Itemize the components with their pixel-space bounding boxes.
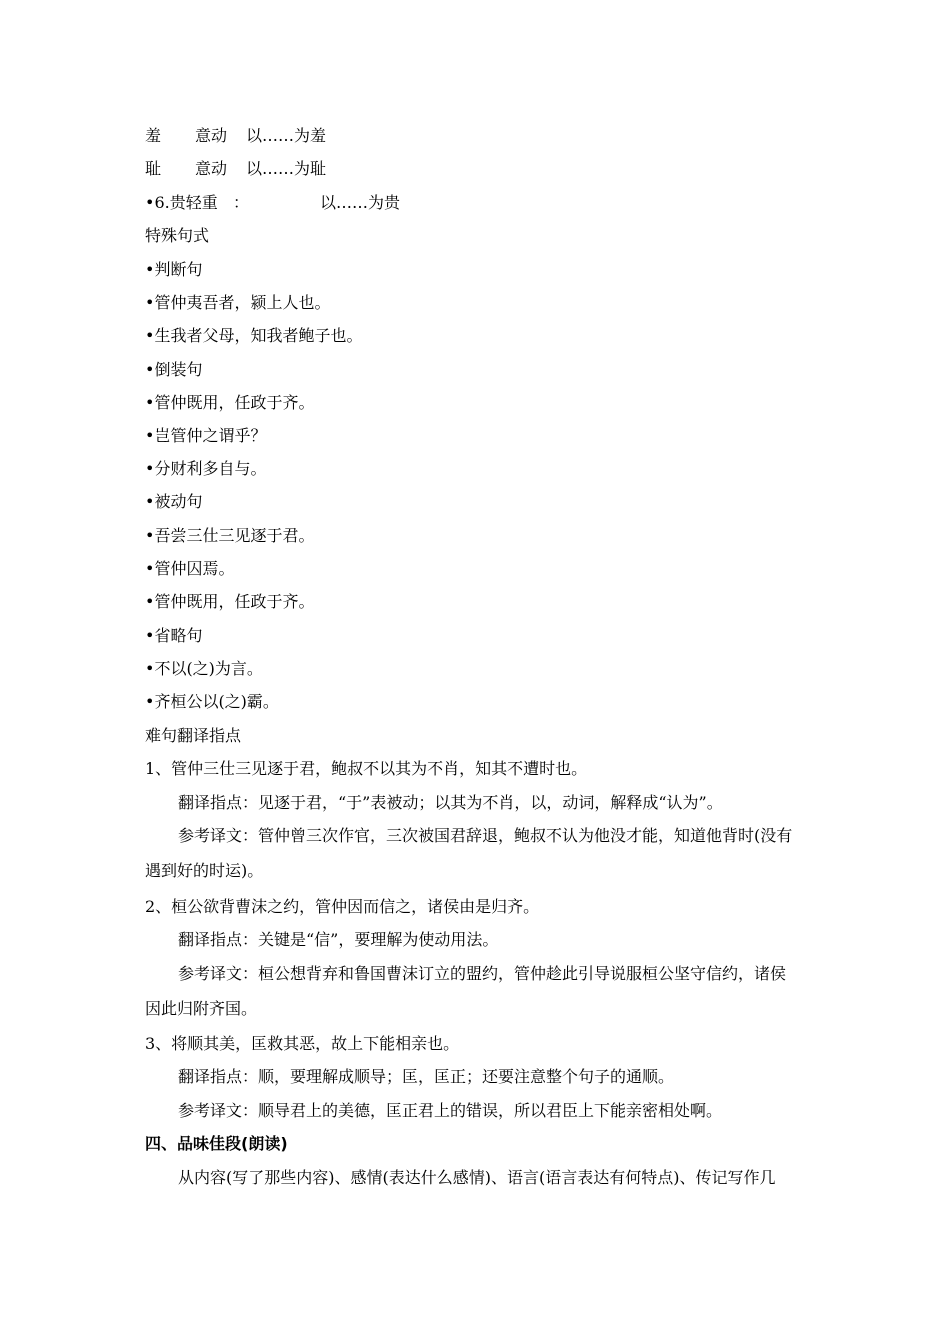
item6-colon: ： bbox=[233, 193, 250, 212]
section-title-hard: 难句翻译指点 bbox=[145, 726, 242, 745]
sentence-3-ref: 参考译文：顺导君上的美德，匡正君上的错误，所以君臣上下能亲密相处啊。 bbox=[178, 1101, 723, 1120]
vocab-line-1 bbox=[145, 126, 327, 146]
section-title-special: 特殊句式 bbox=[145, 226, 210, 245]
sentence-2: 2、桓公欲背曹沫之约，管仲因而信之，诸侯由是归齐。 bbox=[145, 897, 540, 916]
sentence-1-ref-cont: 遇到好的时运)。 bbox=[145, 861, 264, 880]
list-item: •分财利多自与。 bbox=[145, 459, 267, 478]
sentence-2-ref-cont: 因此归附齐国。 bbox=[145, 999, 258, 1018]
list-item: •不以(之)为言。 bbox=[145, 659, 263, 678]
list-item: •吾尝三仕三见逐于君。 bbox=[145, 526, 315, 545]
list-item: •生我者父母，知我者鲍子也。 bbox=[145, 326, 363, 345]
sentence-1: 1、管仲三仕三见逐于君，鲍叔不以其为不肖，知其不遭时也。 bbox=[145, 759, 588, 778]
sentence-3: 3、将顺其美，匡救其恶，故上下能相亲也。 bbox=[145, 1034, 460, 1053]
list-item: •被动句 bbox=[145, 492, 203, 511]
list-item: •岂管仲之谓乎？ bbox=[145, 426, 267, 445]
vocab-meaning: 以……为耻 bbox=[246, 159, 327, 178]
vocab-word: 耻 bbox=[145, 159, 162, 178]
vocab-line-2 bbox=[145, 159, 327, 179]
section-4-text: 从内容(写了那些内容)、感情(表达什么感情)、语言(语言表达有何特点)、传记写作几 bbox=[178, 1168, 776, 1187]
list-item: •管仲夷吾者，颍上人也。 bbox=[145, 293, 331, 312]
item6-meaning: 以……为贵 bbox=[320, 193, 401, 212]
list-item: •省略句 bbox=[145, 626, 203, 645]
section-heading: 四、品味佳段(朗读) bbox=[145, 1134, 288, 1153]
list-item: •管仲囚焉。 bbox=[145, 559, 235, 578]
vocab-meaning: 以……为羞 bbox=[246, 126, 327, 145]
list-item: •管仲既用，任政于齐。 bbox=[145, 592, 315, 611]
vocab-line-3 bbox=[145, 193, 401, 213]
list-item: •齐桓公以(之)霸。 bbox=[145, 692, 279, 711]
vocab-type: 意动 bbox=[195, 126, 228, 145]
vocab-type: 意动 bbox=[195, 159, 228, 178]
sentence-2-ref: 参考译文：桓公想背弃和鲁国曹沫订立的盟约，管仲趁此引导说服桓公坚守信约，诸侯 bbox=[178, 964, 787, 983]
list-item: •判断句 bbox=[145, 260, 203, 279]
vocab-word: 羞 bbox=[145, 126, 162, 145]
sentence-3-tip: 翻译指点：顺，要理解成顺导；匡，匡正；还要注意整个句子的通顺。 bbox=[178, 1067, 675, 1086]
item6-label: •6.贵轻重 bbox=[145, 193, 218, 212]
list-item: •倒装句 bbox=[145, 360, 203, 379]
list-item: •管仲既用，任政于齐。 bbox=[145, 393, 315, 412]
sentence-1-tip: 翻译指点：见逐于君，“于”表被动；以其为不肖，以，动词，解释成“认为”。 bbox=[178, 793, 723, 812]
sentence-2-tip: 翻译指点：关键是“信”，要理解为使动用法。 bbox=[178, 930, 499, 949]
sentence-1-ref: 参考译文：管仲曾三次作官，三次被国君辞退，鲍叔不认为他没才能，知道他背时(没有 bbox=[178, 826, 793, 845]
